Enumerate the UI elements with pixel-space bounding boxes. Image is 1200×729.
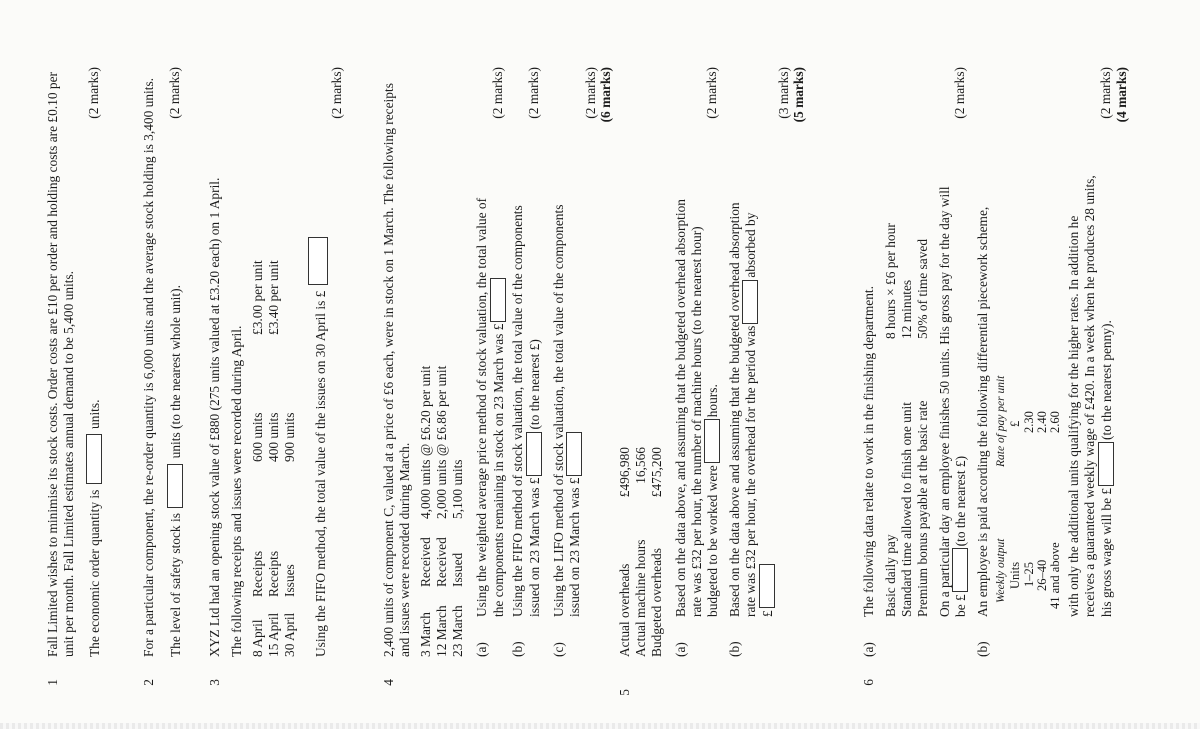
part-label: (b): [510, 641, 526, 657]
answer-prefix: rate was £32 per hour, the overhead for the period was: [743, 325, 759, 617]
pay-table: [883, 67, 933, 617]
answer-line: [1098, 67, 1115, 617]
answer-prefix: £: [759, 610, 775, 617]
date: 8 April: [250, 619, 266, 657]
part-label: (b): [974, 641, 990, 657]
units: 600 units: [250, 412, 266, 462]
answer-box[interactable]: [704, 419, 720, 463]
part-b: [975, 67, 1130, 657]
answer-line: [759, 67, 776, 617]
piecework-table: [994, 67, 1063, 617]
table-row: [250, 260, 266, 657]
answer-prefix: the components remaining in stock on 23 March was £: [490, 323, 506, 617]
answer-line: [952, 67, 969, 617]
rate: 2.40: [1035, 411, 1050, 433]
answer-line: [704, 67, 721, 617]
answer-box[interactable]: [742, 280, 758, 324]
units: 41 and above: [1048, 542, 1063, 609]
type: Issued: [450, 552, 466, 587]
answer-suffix: (to the nearest £): [526, 339, 542, 430]
part-b: [727, 67, 807, 657]
part-label: (a): [673, 642, 688, 657]
answer-prefix: Using the FIFO method, the total value of the issues on 30 April is £: [313, 290, 329, 657]
answer-box[interactable]: [167, 464, 183, 508]
answer-suffix: units (to the nearest whole unit).: [167, 285, 183, 459]
answer-line: [742, 67, 759, 617]
value: £475,200: [649, 447, 664, 498]
part-a: [474, 67, 506, 657]
type: Receipts: [250, 550, 266, 597]
answer-line: [526, 67, 543, 617]
answer-box[interactable]: [952, 548, 968, 592]
part-label: (a): [474, 642, 490, 657]
type: Received: [418, 537, 434, 587]
part-text: On a particular day an employee finishes 50 units. His gross pay for the day will: [936, 186, 952, 617]
table-row: [282, 412, 298, 657]
part-a: [861, 67, 969, 657]
answer-line: [308, 67, 329, 657]
rate: 2.60: [1048, 411, 1063, 433]
answer-box[interactable]: [308, 237, 328, 285]
part-text: Using the LIFO method of stock valuation, the total value of the components: [550, 204, 566, 617]
value: £496,980: [617, 447, 632, 498]
total-marks: (5 marks): [791, 67, 807, 123]
question-number: 2: [141, 679, 156, 686]
part-text: receives a guaranteed weekly wage of £420. In a week when he produces 28 units,: [1081, 175, 1097, 617]
part-c: [551, 67, 614, 657]
part-a: [673, 67, 721, 657]
detail: 5,100 units: [450, 459, 466, 519]
label: Premium bonus payable at the basic rate: [914, 400, 930, 617]
table-row: [898, 279, 915, 617]
marks: (3 marks): [775, 67, 791, 119]
question-text: Fall Limited wishes to minimise its stock costs. Order costs are £10 per order and holding costs are £0.10 per unit per month. Fall Limited estimates annual demand to be 5,400 units.: [45, 72, 76, 657]
part-text: rate was £32 per hour, the number of machine hours (to the nearest hour): [688, 226, 704, 617]
value: 8 hours × £6 per hour: [882, 223, 898, 339]
marks: (2 marks): [489, 67, 505, 119]
answer-box[interactable]: [490, 278, 506, 322]
question-number: 5: [617, 689, 632, 696]
answer-prefix: The level of safety stock is: [167, 513, 183, 657]
part-text: An employee is paid according the following differential piecework scheme,: [974, 206, 990, 617]
answer-prefix: issued on 23 March was £: [526, 477, 542, 617]
answer-box[interactable]: [759, 564, 775, 608]
answer-prefix: budgeted to be worked were: [705, 465, 721, 617]
marks: (2 marks): [328, 67, 344, 119]
rate: 2.30: [1022, 411, 1037, 433]
table-row: [266, 260, 282, 657]
type: Received: [434, 537, 450, 587]
date: 30 April: [282, 612, 298, 657]
date: 3 March: [418, 612, 434, 657]
detail: 2,000 units @ £6.86 per unit: [434, 365, 450, 519]
date: 12 March: [434, 605, 450, 657]
date: 23 March: [450, 605, 466, 657]
units: 900 units: [282, 412, 298, 462]
units: 26–40: [1035, 559, 1050, 591]
overheads-table: [617, 67, 667, 657]
price: £3.40 per unit: [266, 260, 282, 335]
answer-suffix: (to the nearest penny).: [1098, 320, 1114, 440]
marks: (2 marks): [952, 67, 968, 119]
question-number: 6: [861, 679, 876, 686]
table-row: [914, 238, 931, 617]
question-2: [141, 67, 183, 686]
question-5: [617, 67, 807, 696]
marks: (2 marks): [86, 67, 102, 119]
receipts-table: [418, 67, 468, 657]
answer-suffix: absorbed by: [743, 212, 759, 278]
answer-box[interactable]: [566, 432, 582, 476]
answer-line: [167, 67, 184, 657]
table-row: [418, 365, 434, 657]
units: 1–25: [1022, 562, 1037, 587]
part-label: (b): [726, 641, 742, 657]
table-row: [450, 459, 466, 657]
answer-box[interactable]: [526, 432, 542, 476]
answer-line: [566, 67, 583, 617]
marks: (2 marks): [166, 67, 182, 119]
part-text: The following data relate to work in the finishing department.: [861, 286, 876, 617]
part-label: (c): [550, 642, 566, 657]
marks: (2 marks): [1097, 67, 1113, 119]
label: Actual overheads: [617, 563, 632, 657]
answer-box[interactable]: [86, 434, 102, 484]
label: Actual machine hours: [633, 539, 648, 657]
label: Budgeted overheads: [649, 548, 664, 657]
value: 50% of time saved: [914, 238, 930, 339]
label: Basic daily pay: [882, 534, 898, 617]
question-number: 3: [207, 679, 222, 686]
date: 15 April: [266, 612, 282, 657]
question-number: 4: [381, 679, 396, 686]
question-4: [381, 67, 614, 686]
table-row: [649, 447, 665, 657]
total-marks: (6 marks): [598, 67, 614, 123]
part-text: Using the weighted average price method of stock valuation, the total value of: [474, 197, 490, 617]
part-text: Using the FIFO method of stock valuation, the total value of the components: [510, 205, 526, 617]
answer-suffix: (to the nearest £): [953, 455, 969, 547]
table-row: [617, 447, 633, 657]
question-number: 1: [45, 679, 60, 686]
answer-line: [490, 67, 507, 617]
column-header: Weekly output: [995, 538, 1008, 603]
part-label: (a): [861, 642, 876, 657]
question-text: 2,400 units of component C, valued at a price of £6 each, were in stock on 1 March. The following receipts and issues were recorded during March.: [381, 83, 412, 657]
table-row: [633, 447, 649, 657]
table-row: [882, 223, 899, 617]
price: £3.00 per unit: [250, 260, 266, 335]
answer-box[interactable]: [1098, 442, 1114, 486]
answer-prefix: issued on 23 March was £: [567, 477, 583, 617]
column-subheader: £: [1008, 420, 1023, 427]
answer-suffix: hours.: [705, 384, 721, 418]
column-header: Rate of pay per unit: [995, 375, 1008, 467]
part-b: [510, 67, 542, 657]
answer-prefix: his gross wage will be £: [1098, 487, 1114, 617]
receipts-table: [250, 67, 300, 657]
part-text: Based on the data above and assuming that the budgeted overhead absorption: [726, 202, 742, 617]
answer-line: [86, 67, 103, 657]
part-text: Based on the data above, and assuming that the budgeted overhead absorption: [673, 199, 688, 617]
column-subheader: Units: [1008, 561, 1023, 589]
marks: (2 marks): [525, 67, 541, 119]
marks: (2 marks): [704, 67, 720, 119]
table-row: [434, 365, 450, 657]
answer-suffix: units.: [87, 399, 103, 429]
answer-prefix: The economic order quantity is: [87, 489, 103, 657]
units: 400 units: [266, 412, 282, 462]
part-text: with only the additional units qualifying for the higher rates. In addition he: [1066, 215, 1082, 617]
scan-edge: [0, 723, 1200, 729]
question-intro: The following receipts and issues were recorded during April.: [228, 325, 244, 657]
marks: (2 marks): [582, 67, 598, 119]
type: Receipts: [266, 550, 282, 597]
type: Issues: [282, 564, 298, 597]
answer-prefix: be £: [953, 594, 969, 617]
question-1: [45, 67, 103, 686]
value: 16,566: [633, 447, 648, 484]
question-text: XYZ Ltd had an opening stock value of £880 (275 units valued at £3.20 each) on 1 April.: [207, 177, 222, 657]
total-marks: (4 marks): [1114, 67, 1130, 123]
question-6: [861, 67, 1130, 686]
question-3: [207, 67, 344, 686]
value: 12 minutes: [898, 279, 914, 339]
label: Standard time allowed to finish one unit: [898, 402, 914, 617]
detail: 4,000 units @ £6.20 per unit: [418, 365, 434, 519]
question-text: For a particular component, the re-order quantity is 6,000 units and the average stock holding is 3,400 units.: [141, 77, 156, 657]
